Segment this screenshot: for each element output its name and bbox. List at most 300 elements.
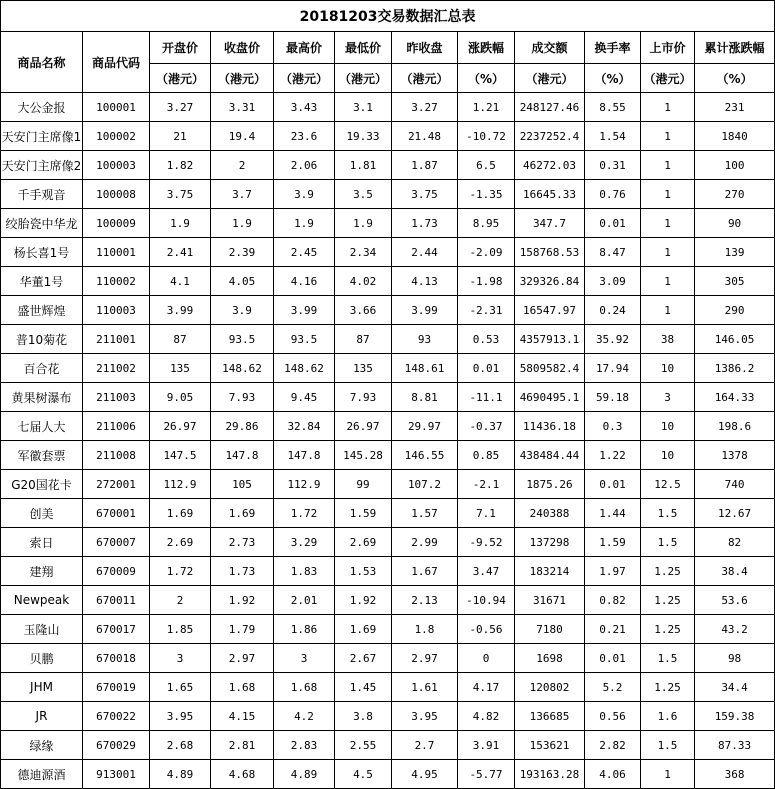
cell-cum-change: 139 — [695, 238, 775, 267]
cell-high: 32.84 — [274, 412, 335, 441]
cell-prev-close: 2.99 — [392, 528, 458, 557]
cell-name: JR — [1, 702, 83, 731]
cell-list-price: 1.25 — [641, 615, 695, 644]
cell-turnover: 158768.53 — [515, 238, 585, 267]
cell-list-price: 3 — [641, 383, 695, 412]
cell-high: 1.9 — [274, 209, 335, 238]
header-prev-close: 昨收盘 — [392, 32, 458, 64]
cell-change-pct: -1.35 — [458, 180, 515, 209]
cell-prev-close: 4.13 — [392, 267, 458, 296]
cell-open: 2.69 — [150, 528, 211, 557]
cell-code: 110002 — [83, 267, 150, 296]
cell-turnover: 136685 — [515, 702, 585, 731]
cell-code: 670018 — [83, 644, 150, 673]
cell-high: 148.62 — [274, 354, 335, 383]
cell-low: 99 — [335, 470, 392, 499]
cell-prev-close: 107.2 — [392, 470, 458, 499]
unit-change-pct: （%） — [458, 64, 515, 93]
cell-turnover: 7180 — [515, 615, 585, 644]
cell-open: 1.82 — [150, 151, 211, 180]
cell-turnover-rate: 0.82 — [585, 586, 641, 615]
cell-prev-close: 8.81 — [392, 383, 458, 412]
cell-name: 天安门主席像1 — [1, 122, 83, 151]
cell-code: 100008 — [83, 180, 150, 209]
cell-prev-close: 1.67 — [392, 557, 458, 586]
cell-high: 1.83 — [274, 557, 335, 586]
cell-close: 2.39 — [211, 238, 274, 267]
cell-low: 3.1 — [335, 93, 392, 122]
cell-turnover: 31671 — [515, 586, 585, 615]
cell-prev-close: 3.75 — [392, 180, 458, 209]
cell-open: 1.65 — [150, 673, 211, 702]
cell-close: 4.68 — [211, 760, 274, 789]
table-row — [1, 151, 775, 180]
cell-cum-change: 1840 — [695, 122, 775, 151]
cell-high: 23.6 — [274, 122, 335, 151]
cell-code: 100009 — [83, 209, 150, 238]
cell-code: 670017 — [83, 615, 150, 644]
cell-prev-close: 148.61 — [392, 354, 458, 383]
cell-high: 147.8 — [274, 441, 335, 470]
cell-high: 3.99 — [274, 296, 335, 325]
cell-open: 21 — [150, 122, 211, 151]
header-turnover: 成交额 — [515, 32, 585, 64]
cell-high: 2.01 — [274, 586, 335, 615]
header-list-price: 上市价 — [641, 32, 695, 64]
cell-high: 3 — [274, 644, 335, 673]
table-row — [1, 412, 775, 441]
cell-low: 3.5 — [335, 180, 392, 209]
cell-change-pct: -9.52 — [458, 528, 515, 557]
cell-cum-change: 98 — [695, 644, 775, 673]
table-row — [1, 325, 775, 354]
header-open: 开盘价 — [150, 32, 211, 64]
cell-turnover: 120802 — [515, 673, 585, 702]
cell-low: 19.33 — [335, 122, 392, 151]
cell-prev-close: 93 — [392, 325, 458, 354]
cell-close: 2.97 — [211, 644, 274, 673]
cell-cum-change: 100 — [695, 151, 775, 180]
cell-turnover: 1875.26 — [515, 470, 585, 499]
cell-prev-close: 1.57 — [392, 499, 458, 528]
cell-list-price: 1 — [641, 209, 695, 238]
cell-turnover: 2237252.4 — [515, 122, 585, 151]
cell-open: 2.41 — [150, 238, 211, 267]
cell-close: 1.68 — [211, 673, 274, 702]
cell-high: 3.29 — [274, 528, 335, 557]
cell-code: 670011 — [83, 586, 150, 615]
cell-prev-close: 1.73 — [392, 209, 458, 238]
cell-turnover-rate: 1.44 — [585, 499, 641, 528]
cell-name: JHM — [1, 673, 83, 702]
cell-name: 创美 — [1, 499, 83, 528]
cell-turnover: 248127.46 — [515, 93, 585, 122]
cell-list-price: 1.6 — [641, 702, 695, 731]
cell-low: 1.9 — [335, 209, 392, 238]
cell-code: 670009 — [83, 557, 150, 586]
cell-name: 七届人大 — [1, 412, 83, 441]
cell-close: 105 — [211, 470, 274, 499]
cell-name: 绞胎瓷中华龙 — [1, 209, 83, 238]
cell-prev-close: 3.95 — [392, 702, 458, 731]
cell-change-pct: 8.95 — [458, 209, 515, 238]
cell-close: 19.4 — [211, 122, 274, 151]
cell-open: 1.85 — [150, 615, 211, 644]
cell-change-pct: 0.53 — [458, 325, 515, 354]
cell-close: 3.31 — [211, 93, 274, 122]
cell-prev-close: 146.55 — [392, 441, 458, 470]
cell-cum-change: 34.4 — [695, 673, 775, 702]
cell-low: 2.67 — [335, 644, 392, 673]
cell-close: 2 — [211, 151, 274, 180]
cell-turnover-rate: 0.21 — [585, 615, 641, 644]
cell-turnover: 11436.18 — [515, 412, 585, 441]
cell-name: 天安门主席像2 — [1, 151, 83, 180]
cell-low: 135 — [335, 354, 392, 383]
cell-code: 670007 — [83, 528, 150, 557]
cell-turnover: 16547.97 — [515, 296, 585, 325]
cell-open: 1.69 — [150, 499, 211, 528]
cell-low: 1.45 — [335, 673, 392, 702]
cell-name: 普10菊花 — [1, 325, 83, 354]
cell-prev-close: 2.97 — [392, 644, 458, 673]
cell-high: 2.45 — [274, 238, 335, 267]
cell-close: 4.05 — [211, 267, 274, 296]
cell-name: 索日 — [1, 528, 83, 557]
cell-change-pct: -5.77 — [458, 760, 515, 789]
cell-open: 1.9 — [150, 209, 211, 238]
cell-list-price: 1.5 — [641, 731, 695, 760]
cell-list-price: 1 — [641, 238, 695, 267]
cell-code: 211006 — [83, 412, 150, 441]
cell-low: 7.93 — [335, 383, 392, 412]
cell-change-pct: -2.09 — [458, 238, 515, 267]
cell-change-pct: 0 — [458, 644, 515, 673]
cell-list-price: 1 — [641, 267, 695, 296]
cell-low: 145.28 — [335, 441, 392, 470]
cell-code: 100003 — [83, 151, 150, 180]
cell-high: 1.86 — [274, 615, 335, 644]
cell-turnover: 347.7 — [515, 209, 585, 238]
cell-turnover-rate: 1.97 — [585, 557, 641, 586]
cell-turnover-rate: 59.18 — [585, 383, 641, 412]
cell-turnover: 16645.33 — [515, 180, 585, 209]
cell-name: 玉隆山 — [1, 615, 83, 644]
table-row — [1, 644, 775, 673]
cell-name: 军徽套票 — [1, 441, 83, 470]
cell-close: 1.79 — [211, 615, 274, 644]
cell-open: 112.9 — [150, 470, 211, 499]
cell-prev-close: 3.99 — [392, 296, 458, 325]
cell-list-price: 12.5 — [641, 470, 695, 499]
cell-cum-change: 290 — [695, 296, 775, 325]
cell-code: 670022 — [83, 702, 150, 731]
cell-list-price: 1.5 — [641, 499, 695, 528]
cell-change-pct: 0.85 — [458, 441, 515, 470]
table-row — [1, 615, 775, 644]
cell-code: 100002 — [83, 122, 150, 151]
header-cum-change: 累计涨跌幅 — [695, 32, 775, 64]
cell-low: 87 — [335, 325, 392, 354]
cell-turnover-rate: 5.2 — [585, 673, 641, 702]
cell-low: 1.69 — [335, 615, 392, 644]
unit-turnover: （港元） — [515, 64, 585, 93]
cell-name: 杨长喜1号 — [1, 238, 83, 267]
cell-change-pct: -10.72 — [458, 122, 515, 151]
cell-open: 3.99 — [150, 296, 211, 325]
cell-list-price: 10 — [641, 354, 695, 383]
cell-open: 147.5 — [150, 441, 211, 470]
cell-cum-change: 38.4 — [695, 557, 775, 586]
unit-low: （港元） — [335, 64, 392, 93]
cell-change-pct: -2.31 — [458, 296, 515, 325]
cell-high: 4.2 — [274, 702, 335, 731]
cell-list-price: 1 — [641, 93, 695, 122]
cell-turnover: 4357913.1 — [515, 325, 585, 354]
cell-low: 3.8 — [335, 702, 392, 731]
cell-turnover-rate: 0.01 — [585, 644, 641, 673]
cell-name: G20国花卡 — [1, 470, 83, 499]
cell-close: 7.93 — [211, 383, 274, 412]
table-row — [1, 673, 775, 702]
cell-name: 华董1号 — [1, 267, 83, 296]
cell-prev-close: 1.8 — [392, 615, 458, 644]
unit-high: （港元） — [274, 64, 335, 93]
table-row — [1, 557, 775, 586]
cell-cum-change: 87.33 — [695, 731, 775, 760]
cell-code: 272001 — [83, 470, 150, 499]
cell-high: 4.16 — [274, 267, 335, 296]
cell-list-price: 10 — [641, 412, 695, 441]
cell-turnover: 183214 — [515, 557, 585, 586]
cell-cum-change: 1386.2 — [695, 354, 775, 383]
cell-low: 1.53 — [335, 557, 392, 586]
cell-change-pct: 4.82 — [458, 702, 515, 731]
cell-code: 211001 — [83, 325, 150, 354]
table-row — [1, 180, 775, 209]
cell-name: Newpeak — [1, 586, 83, 615]
cell-open: 1.72 — [150, 557, 211, 586]
cell-change-pct: 7.1 — [458, 499, 515, 528]
cell-change-pct: -0.37 — [458, 412, 515, 441]
cell-high: 2.83 — [274, 731, 335, 760]
cell-code: 670019 — [83, 673, 150, 702]
cell-open: 135 — [150, 354, 211, 383]
table-row — [1, 122, 775, 151]
table-row — [1, 296, 775, 325]
cell-name: 德迪源酒 — [1, 760, 83, 789]
cell-turnover: 4690495.1 — [515, 383, 585, 412]
cell-code: 211002 — [83, 354, 150, 383]
cell-list-price: 1 — [641, 296, 695, 325]
table-row — [1, 702, 775, 731]
cell-high: 93.5 — [274, 325, 335, 354]
cell-prev-close: 1.61 — [392, 673, 458, 702]
cell-turnover-rate: 8.55 — [585, 93, 641, 122]
cell-change-pct: 0.01 — [458, 354, 515, 383]
cell-cum-change: 159.38 — [695, 702, 775, 731]
cell-turnover-rate: 0.76 — [585, 180, 641, 209]
cell-high: 112.9 — [274, 470, 335, 499]
cell-turnover-rate: 0.31 — [585, 151, 641, 180]
unit-turnover-rate: （%） — [585, 64, 641, 93]
cell-close: 1.69 — [211, 499, 274, 528]
cell-turnover: 153621 — [515, 731, 585, 760]
cell-low: 2.55 — [335, 731, 392, 760]
cell-cum-change: 12.67 — [695, 499, 775, 528]
cell-low: 2.34 — [335, 238, 392, 267]
cell-close: 148.62 — [211, 354, 274, 383]
cell-turnover-rate: 2.82 — [585, 731, 641, 760]
header-close: 收盘价 — [211, 32, 274, 64]
cell-code: 110003 — [83, 296, 150, 325]
table-row — [1, 731, 775, 760]
cell-name: 百合花 — [1, 354, 83, 383]
cell-open: 87 — [150, 325, 211, 354]
cell-open: 4.89 — [150, 760, 211, 789]
cell-list-price: 1.25 — [641, 586, 695, 615]
cell-open: 3.95 — [150, 702, 211, 731]
header-code: 商品代码 — [83, 32, 150, 93]
cell-prev-close: 1.87 — [392, 151, 458, 180]
cell-close: 1.73 — [211, 557, 274, 586]
unit-prev-close: （港元） — [392, 64, 458, 93]
table-row — [1, 586, 775, 615]
cell-low: 4.02 — [335, 267, 392, 296]
cell-prev-close: 4.95 — [392, 760, 458, 789]
cell-low: 1.92 — [335, 586, 392, 615]
header-high: 最高价 — [274, 32, 335, 64]
cell-close: 3.9 — [211, 296, 274, 325]
table-row — [1, 760, 775, 789]
cell-name: 绿缘 — [1, 731, 83, 760]
cell-change-pct: -11.1 — [458, 383, 515, 412]
cell-open: 9.05 — [150, 383, 211, 412]
cell-code: 670001 — [83, 499, 150, 528]
cell-cum-change: 82 — [695, 528, 775, 557]
cell-turnover: 329326.84 — [515, 267, 585, 296]
unit-cum-change: （%） — [695, 64, 775, 93]
cell-list-price: 1 — [641, 151, 695, 180]
cell-list-price: 1.25 — [641, 557, 695, 586]
cell-high: 3.9 — [274, 180, 335, 209]
cell-turnover: 5809582.4 — [515, 354, 585, 383]
cell-high: 2.06 — [274, 151, 335, 180]
cell-name: 贝鹏 — [1, 644, 83, 673]
cell-close: 2.73 — [211, 528, 274, 557]
cell-cum-change: 53.6 — [695, 586, 775, 615]
cell-cum-change: 231 — [695, 93, 775, 122]
cell-high: 4.89 — [274, 760, 335, 789]
cell-close: 3.7 — [211, 180, 274, 209]
cell-cum-change: 368 — [695, 760, 775, 789]
cell-name: 黄果树瀑布 — [1, 383, 83, 412]
table-title: 20181203交易数据汇总表 — [1, 1, 775, 32]
cell-low: 1.59 — [335, 499, 392, 528]
cell-close: 93.5 — [211, 325, 274, 354]
cell-turnover-rate: 0.56 — [585, 702, 641, 731]
table-row — [1, 528, 775, 557]
cell-name: 建翔 — [1, 557, 83, 586]
cell-change-pct: -2.1 — [458, 470, 515, 499]
cell-turnover: 438484.44 — [515, 441, 585, 470]
cell-low: 26.97 — [335, 412, 392, 441]
cell-cum-change: 1378 — [695, 441, 775, 470]
cell-open: 4.1 — [150, 267, 211, 296]
cell-list-price: 1 — [641, 180, 695, 209]
cell-list-price: 38 — [641, 325, 695, 354]
unit-open: （港元） — [150, 64, 211, 93]
cell-turnover-rate: 0.24 — [585, 296, 641, 325]
cell-turnover-rate: 8.47 — [585, 238, 641, 267]
header-change-pct: 涨跌幅 — [458, 32, 515, 64]
cell-change-pct: -0.56 — [458, 615, 515, 644]
table-row — [1, 383, 775, 412]
cell-turnover: 240388 — [515, 499, 585, 528]
cell-change-pct: 3.47 — [458, 557, 515, 586]
cell-change-pct: 1.21 — [458, 93, 515, 122]
cell-low: 1.81 — [335, 151, 392, 180]
cell-cum-change: 146.05 — [695, 325, 775, 354]
cell-prev-close: 2.7 — [392, 731, 458, 760]
cell-high: 3.43 — [274, 93, 335, 122]
cell-turnover-rate: 35.92 — [585, 325, 641, 354]
cell-code: 211008 — [83, 441, 150, 470]
cell-low: 2.69 — [335, 528, 392, 557]
cell-code: 110001 — [83, 238, 150, 267]
cell-turnover-rate: 0.01 — [585, 209, 641, 238]
cell-prev-close: 2.44 — [392, 238, 458, 267]
table-row — [1, 441, 775, 470]
cell-name: 大公金报 — [1, 93, 83, 122]
cell-open: 3 — [150, 644, 211, 673]
cell-close: 4.15 — [211, 702, 274, 731]
cell-change-pct: 6.5 — [458, 151, 515, 180]
cell-list-price: 1.5 — [641, 528, 695, 557]
table-row — [1, 238, 775, 267]
cell-prev-close: 2.13 — [392, 586, 458, 615]
cell-prev-close: 29.97 — [392, 412, 458, 441]
cell-cum-change: 164.33 — [695, 383, 775, 412]
cell-high: 1.72 — [274, 499, 335, 528]
table-row — [1, 354, 775, 383]
cell-list-price: 10 — [641, 441, 695, 470]
cell-open: 2.68 — [150, 731, 211, 760]
cell-turnover-rate: 1.59 — [585, 528, 641, 557]
cell-cum-change: 90 — [695, 209, 775, 238]
cell-low: 3.66 — [335, 296, 392, 325]
cell-prev-close: 21.48 — [392, 122, 458, 151]
unit-close: （港元） — [211, 64, 274, 93]
cell-list-price: 1.5 — [641, 644, 695, 673]
table-row — [1, 267, 775, 296]
cell-high: 1.68 — [274, 673, 335, 702]
cell-open: 26.97 — [150, 412, 211, 441]
cell-name: 千手观音 — [1, 180, 83, 209]
cell-open: 3.75 — [150, 180, 211, 209]
cell-cum-change: 198.6 — [695, 412, 775, 441]
cell-cum-change: 43.2 — [695, 615, 775, 644]
cell-turnover: 137298 — [515, 528, 585, 557]
cell-turnover-rate: 1.54 — [585, 122, 641, 151]
cell-cum-change: 270 — [695, 180, 775, 209]
cell-list-price: 1.25 — [641, 673, 695, 702]
cell-cum-change: 305 — [695, 267, 775, 296]
cell-close: 29.86 — [211, 412, 274, 441]
unit-list-price: （港元） — [641, 64, 695, 93]
cell-high: 9.45 — [274, 383, 335, 412]
cell-turnover: 193163.28 — [515, 760, 585, 789]
